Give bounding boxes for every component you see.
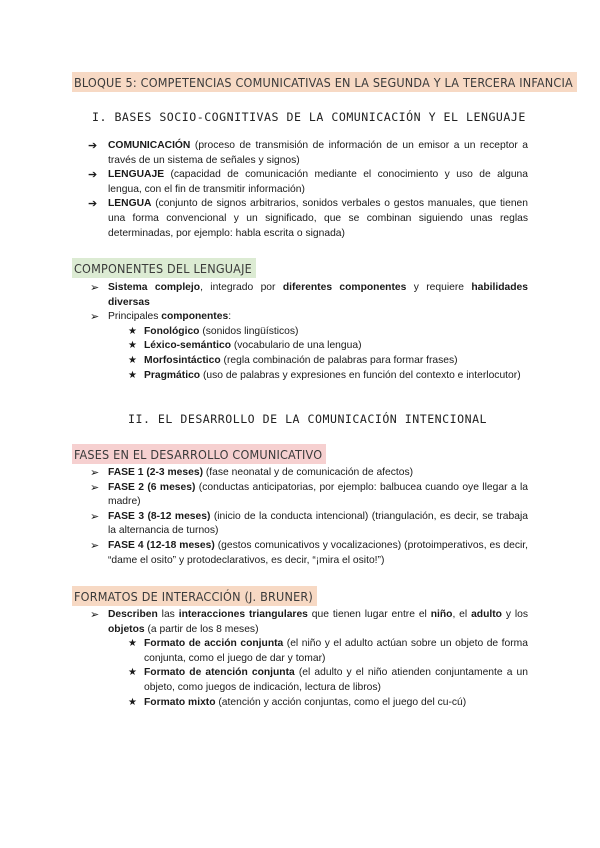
text: , integrado por	[200, 282, 283, 293]
triangle-bullet-icon: ➢	[90, 311, 100, 324]
list-item	[88, 139, 528, 168]
fases-heading-container	[72, 444, 326, 464]
text-bold: interacciones triangulares	[178, 609, 308, 620]
text: Principales	[108, 311, 162, 323]
term-lenguaje: LENGUAJE	[108, 169, 165, 181]
text-bold: Formato mixto	[144, 696, 216, 708]
document-title: BLOQUE 5: COMPETENCIAS COMUNICATIVAS EN LA SEGUNDA Y LA TERCERA INFANCIA	[72, 72, 577, 92]
star-icon: ★	[128, 696, 137, 708]
fases-list	[90, 466, 528, 568]
list-item	[90, 281, 528, 310]
text-bold: Morfosintáctico	[144, 354, 221, 366]
star-icon: ★	[128, 354, 137, 366]
list-item	[128, 696, 528, 711]
term-description: (capacidad de comunicación mediante el conocimiento y uso de alguna lengua, con el fin de transmitir información)	[108, 169, 528, 195]
term-lengua: LENGUA	[108, 198, 152, 210]
list-item	[90, 481, 528, 510]
componentes-heading: COMPONENTES DEL LENGUAJE	[72, 258, 256, 278]
list-item	[128, 339, 528, 354]
text: (el adulto y el niño atienden conjuntamente a un objeto, como juegos de indicación, lectura de libros)	[144, 667, 528, 693]
text: las	[157, 609, 179, 620]
componentes-sublist	[90, 325, 528, 383]
componentes-heading-container	[72, 258, 256, 278]
text-bold: Fonológico	[144, 325, 200, 337]
text-bold: objetos	[108, 623, 145, 635]
text-bold: Formato de atención conjunta	[144, 667, 295, 679]
triangle-bullet-icon: ➢	[90, 467, 100, 479]
term-description: (conjunto de signos arbitrarios, sonidos verbales o gestos manuales, que tienen una forma convencional y un significado, que se combinan siguiendo unas reglas determinadas, por ejemplo: habla escrita o signada)	[108, 198, 528, 239]
list-item	[90, 510, 528, 539]
text-bold: FASE 4 (12-18 meses)	[108, 539, 215, 551]
componentes-list	[90, 281, 528, 383]
triangle-bullet-icon: ➢	[90, 609, 100, 621]
term-comunicacion: COMUNICACIÓN	[108, 140, 191, 151]
list-item	[128, 354, 528, 369]
text-bold: FASE 3 (8-12 meses)	[108, 510, 211, 522]
text-bold: Describen	[108, 609, 158, 620]
arrow-icon: ➔	[88, 169, 98, 182]
triangle-bullet-icon: ➢	[90, 539, 100, 552]
formatos-list	[90, 608, 528, 710]
fases-heading: FASES EN EL DESARROLLO COMUNICATIVO	[72, 444, 326, 464]
list-item	[128, 666, 528, 695]
text-bold: componentes	[161, 311, 229, 323]
list-item	[88, 197, 528, 241]
text-bold: Léxico-semántico	[144, 340, 231, 352]
text-bold: niño	[430, 609, 453, 620]
text: (fase neonatal y de comunicación de afectos)	[203, 467, 414, 478]
text: (vocabulario de una lengua)	[230, 340, 362, 352]
text-bold: Sistema complejo	[108, 282, 201, 293]
list-item	[128, 325, 528, 340]
list-item	[90, 466, 528, 481]
text: (regla combinación de palabras para formar frases)	[220, 354, 458, 366]
star-icon: ★	[128, 667, 137, 679]
star-icon: ★	[128, 638, 137, 650]
formatos-sublist	[90, 637, 528, 710]
definitions-list	[88, 139, 528, 241]
text: (inicio de la conducta intencional) (triangulación, es decir, se trabaja la alternancia de turnos)	[108, 510, 528, 537]
text: (atención y acción conjuntas, como el juego del cu-cú)	[215, 696, 467, 708]
list-item	[90, 310, 528, 325]
text-bold: diferentes componentes	[282, 282, 407, 293]
triangle-bullet-icon: ➢	[90, 510, 100, 523]
term-description: (proceso de transmisión de información de un emisor a un receptor a través de un sistema de señales y signos)	[108, 140, 528, 166]
star-icon: ★	[128, 325, 137, 337]
document-title-container	[72, 72, 577, 92]
arrow-icon: ➔	[88, 140, 98, 152]
triangle-bullet-icon: ➢	[90, 481, 100, 494]
text: y los	[501, 609, 528, 620]
text: (a partir de los 8 meses)	[144, 623, 259, 635]
formatos-heading: FORMATOS DE INTERACCIÓN (J. BRUNER)	[72, 586, 317, 606]
text-bold: Pragmático	[144, 369, 201, 381]
section-heading-1: I. BASES SOCIO-COGNITIVAS DE LA COMUNICACIÓN Y EL LENGUAJE	[92, 110, 526, 124]
list-item	[90, 539, 528, 568]
text: y requiere	[406, 282, 472, 293]
text: (sonidos lingüísticos)	[199, 325, 299, 337]
text-bold: FASE 1 (2-3 meses)	[108, 467, 204, 478]
triangle-bullet-icon: ➢	[90, 282, 100, 294]
list-item	[128, 369, 528, 384]
text-bold: Formato de acción conjunta	[144, 638, 284, 650]
text-bold: habilidades diversas	[108, 282, 529, 308]
list-item	[90, 608, 528, 637]
star-icon: ★	[128, 340, 137, 352]
section-heading-2: II. EL DESARROLLO DE LA COMUNICACIÓN INTENCIONAL	[128, 412, 488, 426]
text-bold: adulto	[471, 609, 502, 620]
text: (conductas anticipatorias, por ejemplo: balbucea cuando oye llegar a la madre)	[108, 481, 528, 508]
text-bold: FASE 2 (6 meses)	[108, 481, 196, 493]
text: (el niño y el adulto actúan sobre un objeto de forma conjunta, como el juego de dar y tomar)	[144, 638, 528, 664]
star-icon: ★	[128, 369, 137, 381]
list-item	[88, 168, 528, 197]
formatos-heading-container	[72, 586, 317, 606]
text: (gestos comunicativos y vocalizaciones) (protoimperativos, es decir, “dame el osito” y protodeclarativos, es decir, “¡mira el osito!”)	[108, 539, 528, 566]
text: :	[228, 311, 232, 323]
list-item	[128, 637, 528, 666]
text: (uso de palabras y expresiones en función del contexto e interlocutor)	[200, 369, 521, 381]
text: que tienen lugar entre el	[307, 609, 431, 620]
text: , el	[452, 609, 472, 620]
arrow-icon: ➔	[88, 198, 98, 211]
